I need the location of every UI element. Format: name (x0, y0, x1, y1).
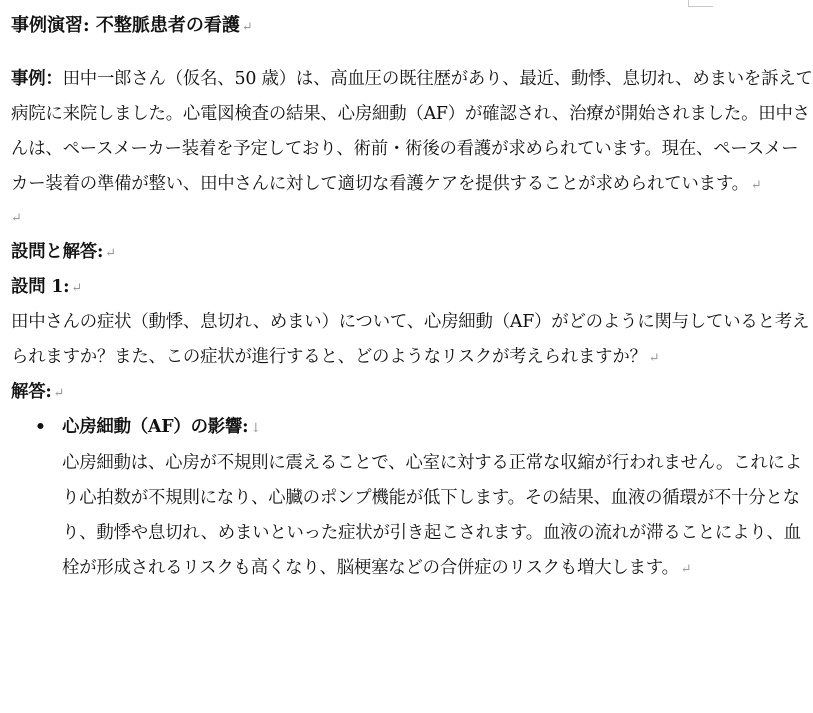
bullet-icon: • (35, 417, 46, 437)
qa-heading: 設問と解答: ↵ (11, 242, 116, 262)
paragraph-mark-icon: ↵ (53, 386, 65, 401)
question-1-text (11, 305, 809, 376)
bullet-title: • 心房細動（AF）の影響: ↓ (11, 410, 701, 446)
line-break-mark-icon: ↓ (250, 421, 262, 436)
doc-title (11, 16, 253, 38)
question-1-label: 設問 1: ↵ (11, 277, 83, 297)
case-paragraph (11, 62, 813, 203)
bullet-line-2: り心拍数が不規則になり、心臓のポンプ機能が低下します。その結果、血液の循環が不十分とな (62, 488, 800, 508)
paragraph-mark-icon: ↵ (680, 562, 692, 577)
case-line-1: 事例：田中一郎さん（仮名、50 歳）は、高血圧の既往歴があり、最近、動悸、息切れ、めまいを訴えて (11, 69, 813, 89)
page-corner-mark (688, 0, 713, 7)
question-1-line-1: 田中さんの症状（動悸、息切れ、めまい）について、心房細動（AF）がどのように関与していると考え (11, 312, 810, 332)
doc-title-text: 事例演習: 不整脈患者の看護 (11, 15, 240, 36)
bullet-line-1: 心房細動は、心房が不規則に震えることで、心室に対する正常な収縮が行われません。これによ (62, 453, 802, 473)
answer-label: 解答: ↵ (11, 382, 65, 402)
case-label: 事例： (11, 69, 63, 89)
question-1-line-2: られますか？また、この症状が進行すると、どのようなリスクが考えられますか？ ↵ (11, 347, 660, 367)
empty-paragraph (11, 200, 22, 236)
bullet-line-4: 栓が形成されるリスクも高くなり、脳梗塞などの合併症のリスクも増大します。 ↵ (62, 558, 692, 578)
paragraph-mark-icon: ↵ (11, 211, 22, 226)
case-line-2: 病院に来院しました。心電図検査の結果、心房細動（AF）が確認され、治療が開始されました。田中さ (11, 104, 810, 124)
bullet-line-3: り、動悸や息切れ、めまいといった症状が引き起こされます。血液の流れが滞ることにより、血 (62, 523, 801, 543)
paragraph-mark-icon: ↵ (71, 281, 83, 296)
paragraph-mark-icon: ↵ (648, 351, 660, 366)
case-line-4: カー装着の準備が整い、田中さんに対して適切な看護ケアを提供することが求められています。 ↵ (11, 174, 762, 194)
paragraph-mark-icon: ↵ (105, 246, 116, 261)
answer-bullet (11, 410, 802, 587)
paragraph-mark-icon: ↵ (750, 178, 762, 193)
case-line-3: んは、ペースメーカー装着を予定しており、術前・術後の看護が求められています。現在、ペースメー (11, 139, 799, 159)
paragraph-mark-icon: ↵ (241, 20, 253, 35)
